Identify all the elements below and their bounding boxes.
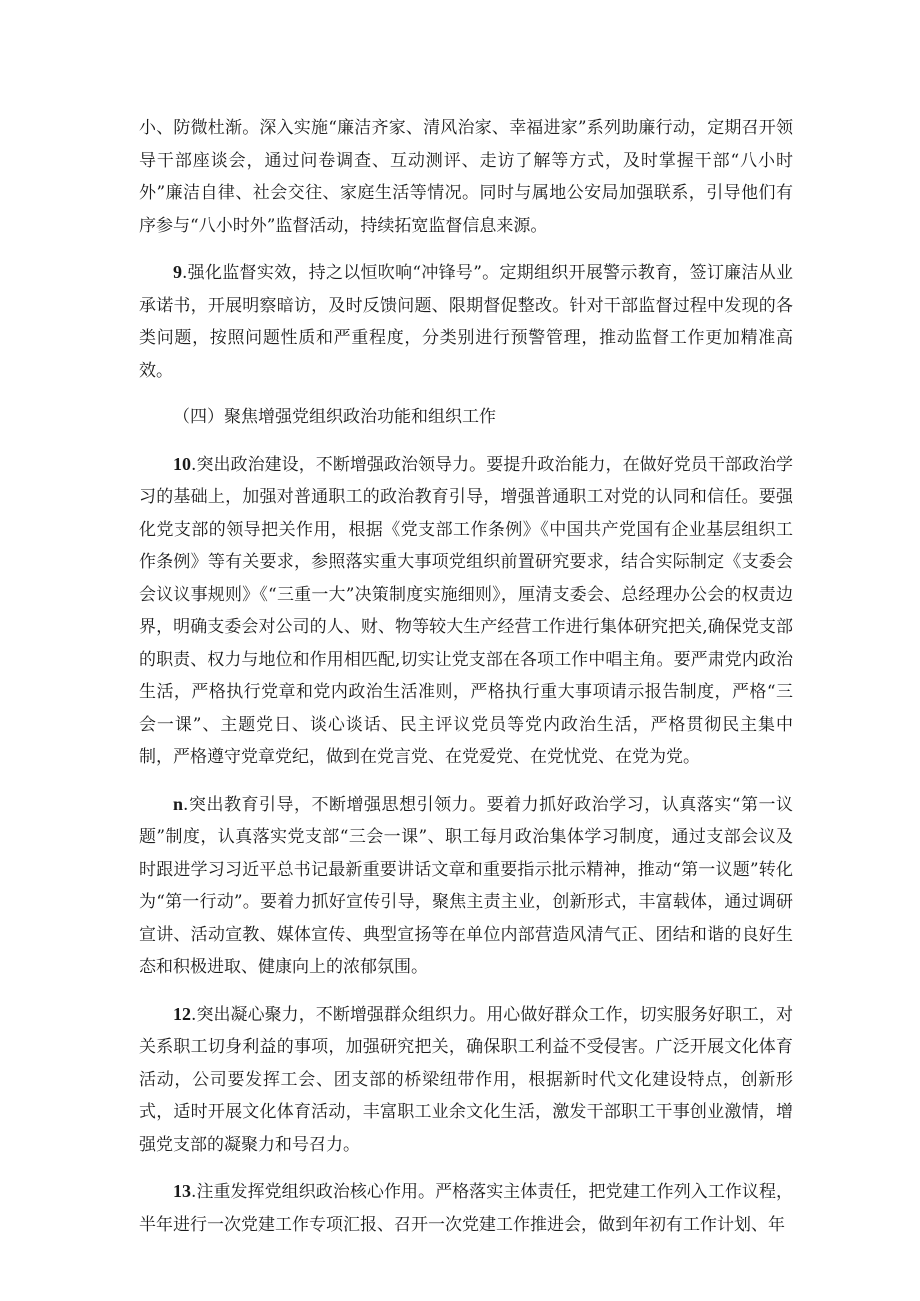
paragraph-9 (139, 256, 793, 387)
paragraph-text: .突出教育引导，不断增强思想引领力。要着力抓好政治学习，认真落实“第一议题”制度，认真落实党支部“三会一课”、职工每月政治集体学习制度，通过支部会议及时跟进学习习近平总书记最新重要讲话文章和重要指示批示精神，推动“第一议题”转化为“第一行动”。要着力抓好宣传引导，聚焦主责主业，创新形式，丰富载体，通过调研宣讲、活动宣教、媒体宣传、典型宣扬等在单位内部营造风清气正、团结和谐的良好生态和积极进取、健康向上的浓郁氛围。 (139, 794, 793, 977)
paragraph-11 (139, 788, 793, 984)
item-number: 13 (173, 1181, 191, 1201)
paragraph-text: .强化监督实效，持之以恒吹响“冲锋号”。定期组织开展警示教育，签订廉洁从业承诺书，开展明察暗访，及时反馈问题、限期督促整改。针对干部监督过程中发现的各类问题，按照问题性质和严重程度，分类别进行预警管理，推动监督工作更加精准高效。 (139, 263, 793, 381)
paragraph-text: .突出政治建设，不断增强政治领导力。要提升政治能力，在做好党员干部政治学习的基础上，加强对普通职工的政治教育引导，增强普通职工对党的认同和信任。要强化党支部的领导把关作用，根据《党支部工作条例》《中国共产党国有企业基层组织工作条例》等有关要求，参照落实重大事项党组织前置研究要求，结合实际制定《支委会会议议事规则》《“三重一大”决策制度实施细则》，厘清支委会、总经理办公会的权责边界，明确支委会对公司的人、财、物等较大生产经营工作进行集体研究把关,确保党支部的职责、权力与地位和作用相匹配,切实让党支部在各项工作中唱主角。要严肃党内政治生活，严格执行党章和党内政治生活准则，严格执行重大事项请示报告制度，严格“三会一课”、主题党日、谈心谈话、民主评议党员等党内政治生活，严格贯彻民主集中制，严格遵守党章党纪，做到在党言党、在党爱党、在党忧党、在党为党。 (139, 454, 793, 767)
item-number: n (173, 793, 184, 814)
paragraph-continued: 小、防微杜渐。深入实施“廉洁齐家、清风治家、幸福进家”系列助廉行动，定期召开领导干部座谈会，通过问卷调查、互动测评、走访了解等方式，及时掌握干部“八小时外”廉洁自律、社会交往、家庭生活等情况。同时与属地公安局加强联系，引导他们有序参与“八小时外”监督活动，持续拓宽监督信息来源。 (139, 118, 793, 236)
item-number: 10 (173, 453, 191, 474)
document-page (139, 112, 793, 1241)
item-number: 9 (173, 262, 182, 282)
paragraph-text: .注重发挥党组织政治核心作用。严格落实主体责任，把党建工作列入工作议程，半年进行一次党建工作专项汇报、召开一次党建工作推进会，做到年初有工作计划、年 (139, 1182, 793, 1235)
paragraph-12 (139, 998, 793, 1162)
paragraph-text: .突出凝心聚力，不断增强群众组织力。用心做好群众工作，切实服务好职工，对关系职工切身利益的事项，加强研究把关，确保职工利益不受侵害。广泛开展文化体育活动，公司要发挥工会、团支部的桥梁纽带作用，根据新时代文化建设特点，创新形式，适时开展文化体育活动，丰富职工业余文化生活，激发干部职工干事创业激情，增强党支部的凝聚力和号召力。 (139, 1004, 793, 1155)
section-heading-4: （四）聚焦增强党组织政治功能和组织工作 (173, 407, 496, 427)
paragraph-13 (139, 1175, 793, 1241)
item-number: 12 (173, 1003, 191, 1024)
paragraph-10 (139, 448, 793, 774)
